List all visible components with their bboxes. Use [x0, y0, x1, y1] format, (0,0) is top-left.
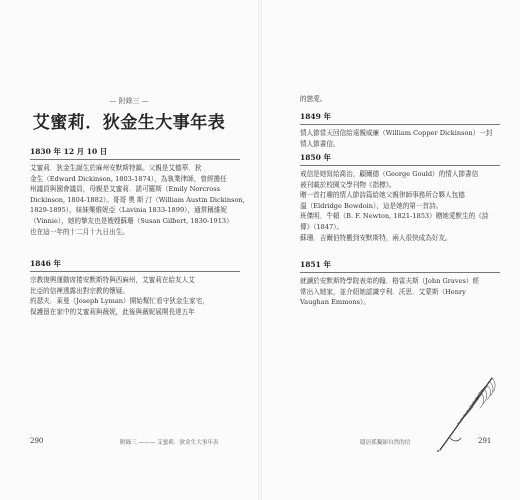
page-title: 艾蜜莉．狄金生大事年表 — [32, 113, 226, 133]
page-number-right: 291 — [478, 437, 492, 445]
entry-line: 也在這一年的十二月十九日出生。 — [30, 227, 129, 236]
entry-line: 溫（Eldridge Bowdoin），這是她的第一首詩。 — [300, 201, 443, 210]
continuation-line: 的戀愛。 — [300, 95, 327, 103]
entry-line: 宗教復興運動席捲安默斯特與西麻州，艾蜜莉在給友人艾 — [30, 276, 195, 284]
entry-line: 金生（Edward Dickinson, 1803-1874），為執業律師，曾經擔任 — [30, 174, 227, 183]
entry-date: 1846 年 — [30, 259, 61, 268]
page-number-left: 290 — [30, 437, 44, 445]
timeline-entry-1849 — [300, 111, 500, 149]
appendix-label: — 附錄三 — — [109, 97, 149, 105]
entry-date: 1830 年 12 月 10 日 — [30, 147, 108, 156]
entry-line: 情人節書信。 — [300, 139, 340, 148]
entry-line: 艾蜜莉．狄金生誕生於麻州安默斯特鎮。父親是艾德華．狄 — [30, 164, 202, 172]
running-head-right: 隱居孤獨卻自然的信 — [360, 440, 411, 446]
entry-line: 保護留在家中的艾蜜莉與薇妮，此後與薇妮展開長達五年 — [30, 307, 195, 316]
entry-line: Vaughan Emmons）。 — [300, 298, 370, 307]
entry-divider — [30, 159, 240, 160]
timeline-entry-1851 — [300, 259, 500, 308]
entry-divider — [30, 271, 240, 272]
entry-line: 比亞的信裡透露出對宗教的懷疑。 — [30, 286, 129, 295]
continued-text — [300, 94, 500, 105]
entry-line: 蘇珊．吉爾伯特搬到安默斯特，兩人很快成為好友。 — [300, 233, 452, 242]
entry-line: 常出入她家，並介紹她認識亨利．沃思．艾蒙斯（Henry — [300, 287, 466, 296]
entry-line: 約瑟夫．萊曼（Joseph Lyman）開始幫忙看守狄金生家宅， — [30, 297, 209, 306]
entry-line: 被刊載於校園文學刊物《指標》。 — [300, 180, 396, 189]
entry-line: 傳》（1847）。 — [300, 222, 344, 231]
entry-line: Dickinson, 1804-1882）。哥哥 奧 斯 汀（William Austin Dickinson, — [30, 195, 245, 204]
entry-line: 1829-1895），妹妹樂維妮亞（Lavinia 1833-1899），通常稱維妮 — [30, 206, 228, 215]
entry-divider — [300, 272, 500, 273]
entry-date: 1851 年 — [300, 260, 331, 269]
entry-line: 班傑明．牛頓（B. F. Newton, 1821-1853）贈她愛默生的《詩 — [300, 212, 489, 221]
entry-line: 州議員與國會議員，母親是艾蜜莉．諾可羅斯（Emily Norcross — [30, 185, 221, 194]
entry-line: 就讀於安默斯特學院表弟的翰．格雷夫斯（John Graves）經 — [300, 277, 480, 285]
entry-divider — [300, 124, 500, 125]
entry-date: 1849 年 — [300, 112, 331, 121]
left-page — [0, 0, 258, 500]
entry-line: 情人節當天回信給遠親威廉（William Copper Dickinson）一封 — [300, 129, 493, 137]
entry-line: 戒信是她寫給喬治，顧爾德（George Gould）的情人節書信 — [300, 170, 479, 178]
entry-date: 1850 年 — [300, 153, 331, 162]
running-head-left: 附錄三 ——— 艾蜜莉．狄金生大事年表 — [120, 440, 219, 446]
timeline-entry-1846 — [30, 258, 240, 317]
entry-line: （Vinnie），她的摯友也是嫂嫂蘇珊（Susan Gilbert, 1830-1913） — [30, 216, 233, 225]
timeline-entry-1850 — [300, 152, 500, 243]
timeline-entry-1830 — [30, 146, 245, 237]
entry-line: 贈一首打趣的情人節詩篇給她父親律師事務所合夥人包德 — [300, 191, 465, 200]
entry-divider — [300, 165, 500, 166]
